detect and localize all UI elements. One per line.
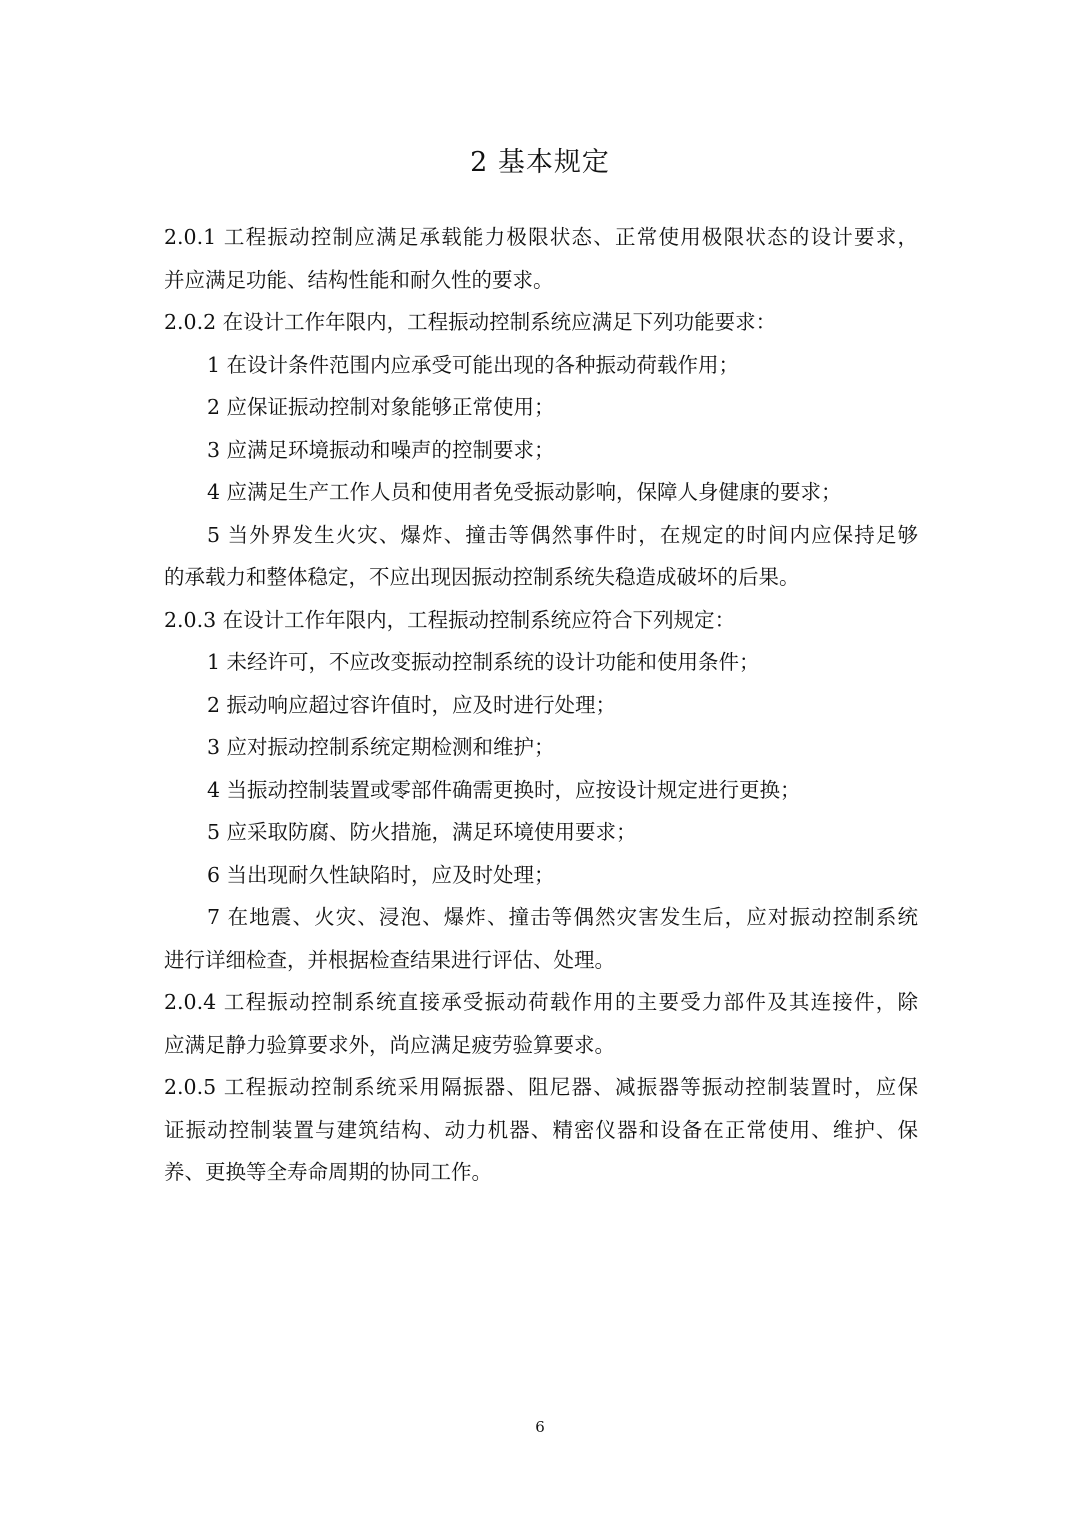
text-line: 4 当振动控制装置或零部件确需更换时，应按设计规定进行更换；	[207, 777, 801, 802]
text-line: 7 在地震、火灾、浸泡、爆炸、撞击等偶然灾害发生后，应对振动控制系统	[207, 905, 918, 929]
text-line: 2.0.1 工程振动控制应满足承载能力极限状态、正常使用极限状态的设计要求，	[164, 225, 918, 249]
text-line: 2.0.5 工程振动控制系统采用隔振器、阻尼器、减振器等振动控制装置时，应保	[164, 1075, 918, 1099]
text-line: 6 当出现耐久性缺陷时，应及时处理；	[207, 862, 555, 887]
text-line: 4 应满足生产工作人员和使用者免受振动影响，保障人身健康的要求；	[207, 480, 842, 504]
text-line: 2.0.4 工程振动控制系统直接承受振动荷载作用的主要受力部件及其连接件，除	[164, 990, 918, 1014]
text-line: 1 未经许可，不应改变振动控制系统的设计功能和使用条件；	[207, 650, 760, 674]
text-line: 2.0.2 在设计工作年限内，工程振动控制系统应满足下列功能要求：	[164, 310, 777, 334]
text-line: 5 应采取防腐、防火措施，满足环境使用要求；	[207, 820, 637, 844]
text-line: 养、更换等全寿命周期的协同工作。	[164, 1160, 492, 1184]
text-line: 的承载力和整体稳定，不应出现因振动控制系统失稳造成破坏的后果。	[164, 565, 800, 589]
text-line: 应满足静力验算要求外，尚应满足疲劳验算要求。	[164, 1032, 615, 1057]
page-number: 6	[535, 1418, 545, 1436]
text-line: 2.0.3 在设计工作年限内，工程振动控制系统应符合下列规定：	[164, 607, 736, 632]
text-line: 1 在设计条件范围内应承受可能出现的各种振动荷载作用；	[207, 352, 740, 377]
text-line: 2 振动响应超过容许值时，应及时进行处理；	[207, 692, 617, 717]
text-line: 3 应对振动控制系统定期检测和维护；	[207, 735, 555, 759]
text-line: 并应满足功能、结构性能和耐久性的要求。	[164, 267, 554, 292]
text-line: 进行详细检查，并根据检查结果进行评估、处理。	[164, 947, 615, 972]
text-line: 3 应满足环境振动和噪声的控制要求；	[207, 437, 555, 462]
text-line: 证振动控制装置与建筑结构、动力机器、精密仪器和设备在正常使用、维护、保	[164, 1117, 918, 1142]
document-body	[164, 216, 918, 1194]
text-line: 5 当外界发生火灾、爆炸、撞击等偶然事件时，在规定的时间内应保持足够	[207, 522, 918, 547]
text-line: 2 应保证振动控制对象能够正常使用；	[207, 395, 555, 419]
section-title: 2 基本规定	[470, 147, 610, 178]
